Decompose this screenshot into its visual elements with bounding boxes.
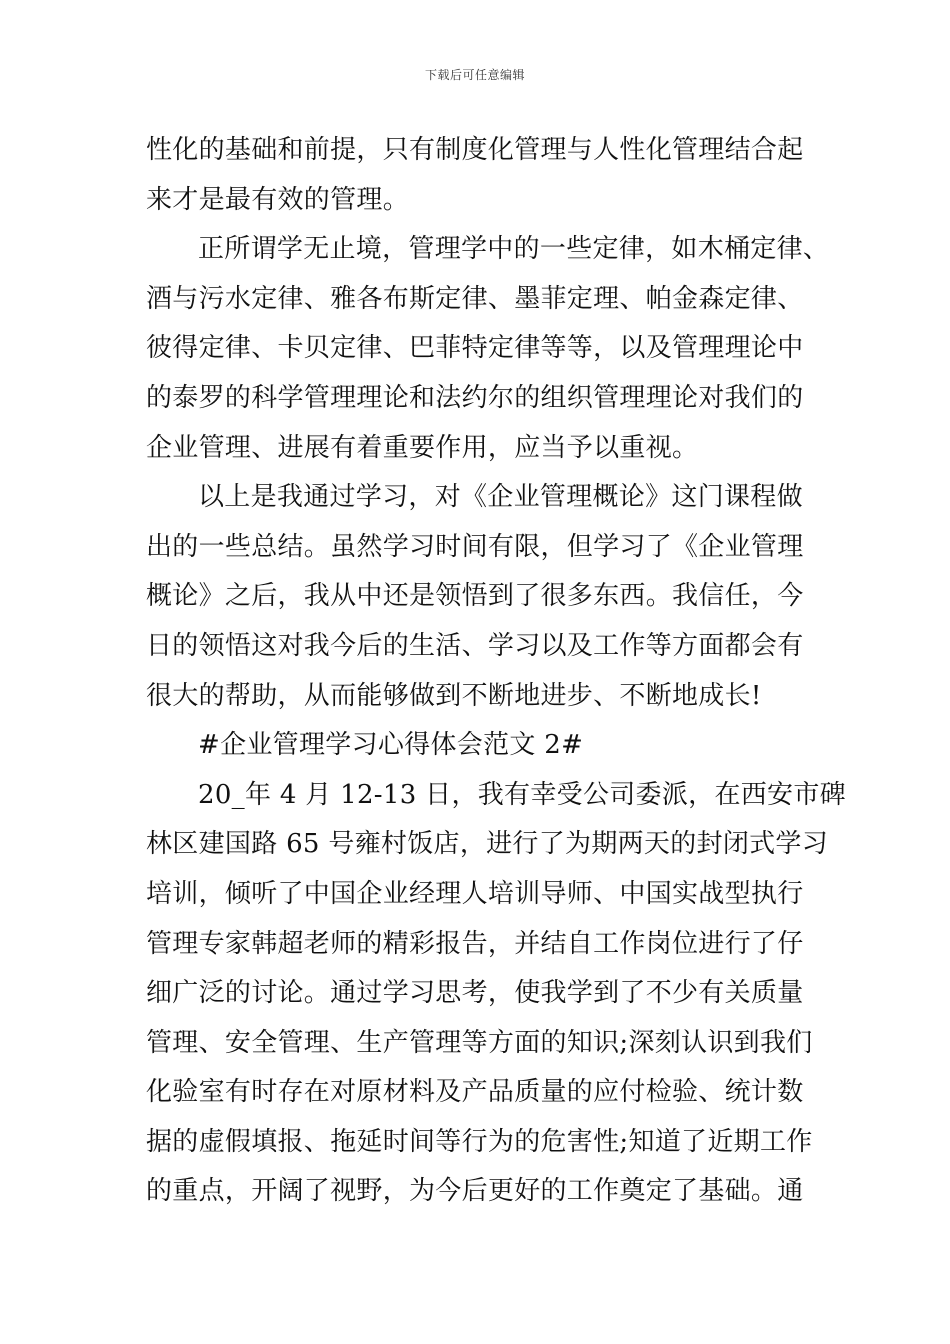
text-line: 以上是我通过学习，对《企业管理概论》这门课程做 bbox=[198, 482, 803, 513]
text-line: 企业管理、进展有着重要作用，应当予以重视。 bbox=[146, 432, 699, 463]
text-line: 来才是最有效的管理。 bbox=[146, 184, 410, 215]
text-line: 很大的帮助，从而能够做到不断地进步、不断地成长! bbox=[146, 680, 762, 711]
text-line: 化验室有时存在对原材料及产品质量的应付检验、统计数 bbox=[146, 1077, 804, 1108]
page-header: 下载后可任意编辑 bbox=[424, 68, 525, 82]
text-line: 管理、安全管理、生产管理等方面的知识;深刻认识到我们 bbox=[146, 1027, 813, 1058]
text-line: 的重点，开阔了视野，为今后更好的工作奠定了基础。通 bbox=[146, 1176, 804, 1207]
text-line: 的泰罗的科学管理理论和法约尔的组织管理理论对我们的 bbox=[146, 382, 804, 413]
text-line: 正所谓学无止境，管理学中的一些定律，如木桶定律、 bbox=[198, 234, 830, 265]
text-line: 林区建国路 65 号雍村饭店，进行了为期两天的封闭式学习 bbox=[146, 829, 829, 860]
text-line: 20_年 4 月 12-13 日，我有幸受公司委派，在西安市碑 bbox=[198, 779, 846, 810]
text-line: 概论》之后，我从中还是领悟到了很多东西。我信任，今 bbox=[146, 581, 804, 612]
text-line: 彼得定律、卡贝定律、巴菲特定律等等，以及管理理论中 bbox=[146, 333, 804, 364]
document-body bbox=[146, 126, 846, 1217]
text-line: 性化的基础和前提，只有制度化管理与人性化管理结合起 bbox=[146, 135, 804, 165]
text-line: 酒与污水定律、雅各布斯定律、墨菲定理、帕金森定律、 bbox=[146, 283, 804, 314]
text-line: 细广泛的讨论。通过学习思考，使我学到了不少有关质量 bbox=[146, 978, 804, 1009]
text-line: 出的一些总结。虽然学习时间有限，但学习了《企业管理 bbox=[146, 531, 804, 562]
text-line: #企业管理学习心得体会范文 2# bbox=[198, 730, 584, 761]
text-line: 日的领悟这对我今后的生活、学习以及工作等方面都会有 bbox=[146, 630, 804, 661]
text-line: 管理专家韩超老师的精彩报告，并结自工作岗位进行了仔 bbox=[146, 928, 804, 959]
text-line: 据的虚假填报、拖延时间等行为的危害性;知道了近期工作 bbox=[146, 1126, 813, 1157]
text-line: 培训，倾听了中国企业经理人培训导师、中国实战型执行 bbox=[146, 878, 804, 909]
